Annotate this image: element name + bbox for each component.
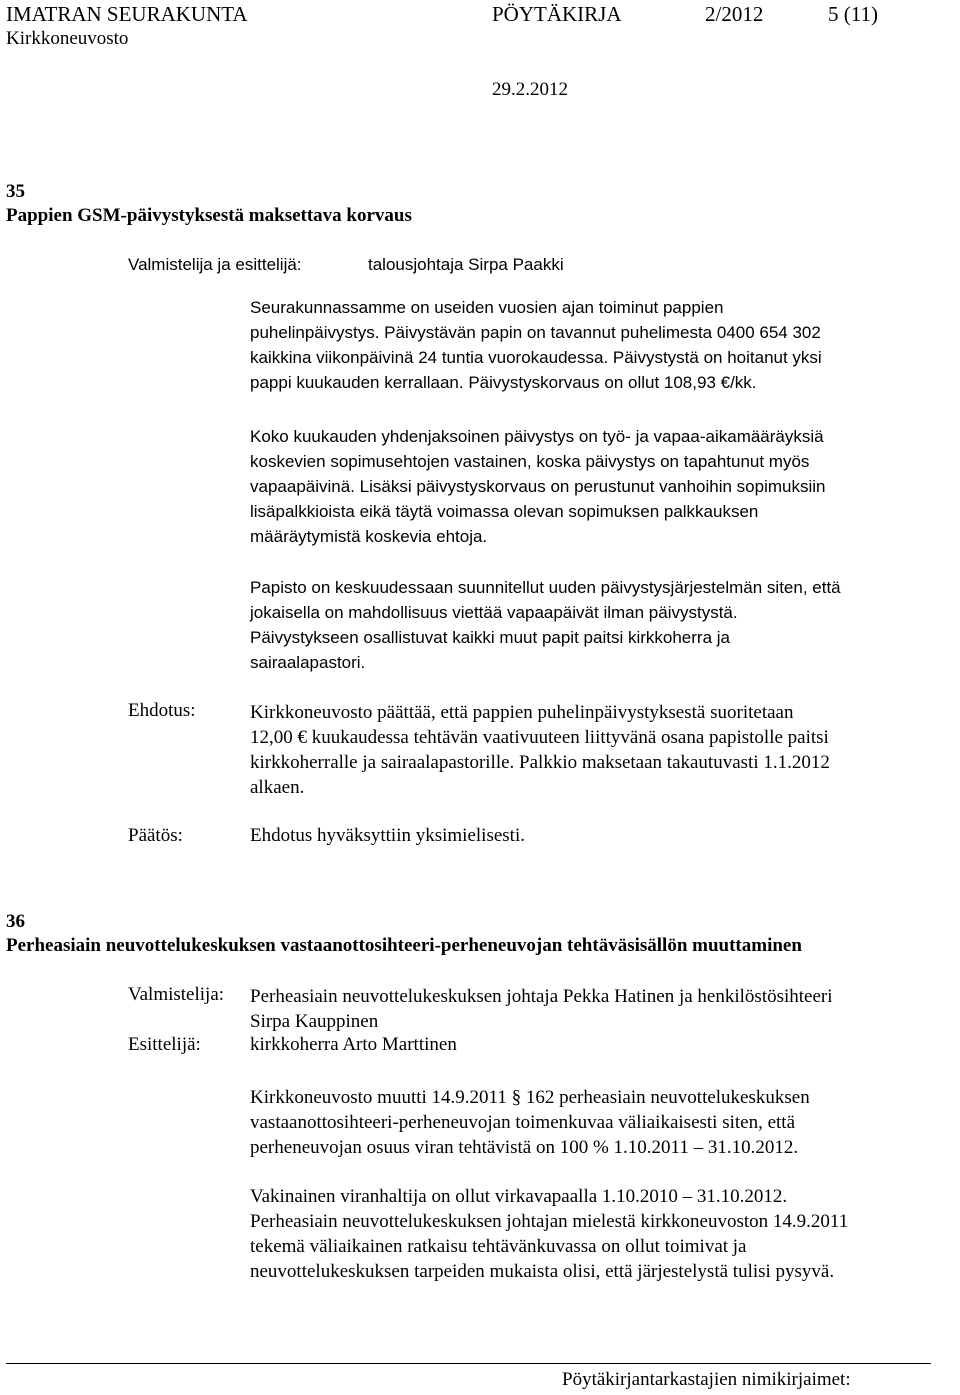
footer-rule [6, 1363, 931, 1364]
section-35-number: 35 [6, 181, 25, 202]
section-35-title: Pappien GSM-päivystyksestä maksettava korvaus [6, 205, 412, 226]
text-line: kirkkoherralle ja sairaalapastorille. Palkkio maksetaan takautuvasti 1.1.2012 [250, 752, 830, 773]
proposal-text [250, 700, 830, 800]
text-line: alkaen. [250, 777, 305, 798]
text-line: tekemä väliaikainen ratkaisu tehtävänkuvassa on ollut toimivat ja [250, 1236, 747, 1257]
text-line: Papisto on keskuudessaan suunnitellut uuden päivystysjärjestelmän siten, että [250, 578, 841, 597]
section-35-paragraph-2 [250, 424, 826, 549]
text-line: Kirkkoneuvosto päättää, että pappien puhelinpäivystyksestä suoritetaan [250, 702, 794, 723]
text-line: Koko kuukauden yhdenjaksoinen päivystys on työ- ja vapaa-aikamääräyksiä [250, 427, 824, 446]
section-36-preparer-label: Valmistelija: [128, 984, 225, 1005]
proposal-label: Ehdotus: [128, 700, 196, 721]
meeting-date: 29.2.2012 [492, 79, 568, 100]
text-line: sairaalapastori. [250, 653, 366, 672]
text-line: määräytymistä koskevia ehtoja. [250, 527, 488, 546]
text-line: perheneuvojan osuus viran tehtävistä on 100 % 1.10.2011 – 31.10.2012. [250, 1137, 799, 1158]
text-line: lisäpalkkioista eikä täytä voimassa olevan sopimuksen palkkauksen [250, 502, 759, 521]
section-36-number: 36 [6, 911, 25, 932]
text-line: Päivystykseen osallistuvat kaikki muut papit paitsi kirkkoherra ja [250, 628, 730, 647]
section-35-paragraph-1 [250, 295, 822, 395]
text-line: pappi kuukauden kerrallaan. Päivystyskorvaus on ollut 108,93 €/kk. [250, 373, 757, 392]
text-line: vastaanottosihteeri-perheneuvojan toimenkuvaa väliaikaisesti siten, että [250, 1112, 796, 1133]
signatures-label: Pöytäkirjantarkastajien nimikirjaimet: [562, 1369, 851, 1390]
section-36-paragraph-1 [250, 1085, 810, 1160]
section-36-presenter-label: Esittelijä: [128, 1034, 201, 1055]
text-line: Perheasiain neuvottelukeskuksen johtajan mielestä kirkkoneuvoston 14.9.2011 [250, 1211, 849, 1232]
text-line: koskevien sopimusehtojen vastainen, koska päivystys on tapahtunut myös [250, 452, 810, 471]
section-35-preparer-value: talousjohtaja Sirpa Paakki [368, 255, 564, 274]
section-36-paragraph-2 [250, 1184, 848, 1284]
text-line: Seurakunnassamme on useiden vuosien ajan toiminut pappien [250, 298, 724, 317]
meeting-body: Kirkkoneuvosto [6, 28, 129, 49]
section-36-preparer-value [250, 984, 833, 1034]
text-line: jokaisella on mahdollisuus viettää vapaapäivät ilman päivystystä. [250, 603, 738, 622]
section-35-paragraph-3 [250, 575, 841, 675]
text-line: Kirkkoneuvosto muutti 14.9.2011 § 162 perheasiain neuvottelukeskuksen [250, 1087, 810, 1108]
text-line: kaikkina viikonpäivinä 24 tuntia vuorokaudessa. Päivystystä on hoitanut yksi [250, 348, 822, 367]
text-line: Perheasiain neuvottelukeskuksen johtaja Pekka Hatinen ja henkilöstösihteeri [250, 986, 833, 1007]
section-36-title: Perheasiain neuvottelukeskuksen vastaanottosihteeri-perheneuvojan tehtäväsisällön muuttaminen [6, 935, 802, 956]
text-line: Vakinainen viranhaltija on ollut virkavapaalla 1.10.2010 – 31.10.2012. [250, 1186, 788, 1207]
page-number: 5 (11) [828, 2, 878, 26]
text-line: 12,00 € kuukaudessa tehtävän vaativuuteen liittyvänä osana papistolle paitsi [250, 727, 829, 748]
document-type: PÖYTÄKIRJA [492, 2, 622, 26]
text-line: vapaapäivinä. Lisäksi päivystyskorvaus on perustunut vanhoihin sopimuksiin [250, 477, 826, 496]
organization-name: IMATRAN SEURAKUNTA [6, 2, 248, 26]
document-number: 2/2012 [705, 2, 764, 26]
section-35-preparer-label: Valmistelija ja esittelijä: [128, 255, 302, 274]
text-line: Sirpa Kauppinen [250, 1011, 379, 1032]
text-line: puhelinpäivystys. Päivystävän papin on tavannut puhelimesta 0400 654 302 [250, 323, 821, 342]
text-line: neuvottelukeskuksen tarpeiden mukaista olisi, että järjestelystä tulisi pysyvä. [250, 1261, 835, 1282]
section-36-presenter-value: kirkkoherra Arto Marttinen [250, 1034, 457, 1055]
decision-label: Päätös: [128, 825, 183, 846]
decision-text: Ehdotus hyväksyttiin yksimielisesti. [250, 825, 525, 846]
